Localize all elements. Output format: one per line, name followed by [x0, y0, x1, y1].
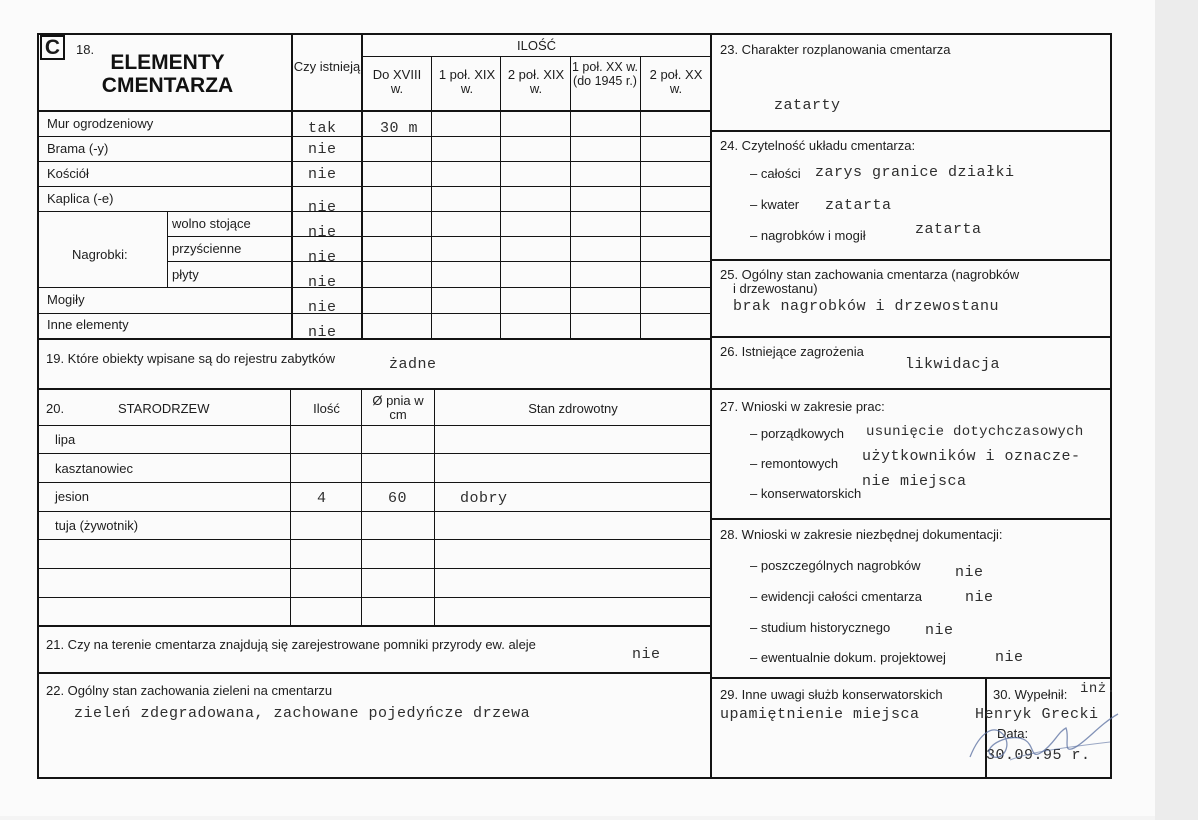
row-label: Kościół	[47, 166, 89, 181]
section-letter-box: C	[40, 35, 65, 60]
tree-count: 4	[317, 490, 327, 507]
group-label-nagrobki: Nagrobki:	[72, 247, 128, 262]
section-27-item-label: – remontowych	[750, 456, 839, 471]
section-27-label: 27. Wnioski w zakresie prac:	[720, 399, 885, 414]
section-19-label: 19. Które obiekty wpisane są do rejestru zabytków	[46, 351, 336, 366]
section-20-number: 20.	[46, 401, 65, 416]
row-label: płyty	[172, 267, 199, 282]
section-29-value: upamiętnienie miejsca	[720, 706, 920, 723]
tree-diameter: 60	[388, 490, 408, 507]
tree-health: dobry	[460, 490, 508, 507]
row-label: Mur ogrodzeniowy	[47, 116, 154, 131]
section-24-item-label: – całości	[750, 166, 801, 181]
section-24-item-label: – kwater	[750, 197, 800, 212]
section-29-label: 29. Inne uwagi służb konserwatorskich	[720, 687, 943, 702]
exists-value: nie	[308, 249, 337, 266]
section-24-label: 24. Czytelność układu cmentarza:	[720, 138, 916, 153]
section-19-value: żadne	[389, 356, 437, 373]
date-value: 30.09.95 r.	[986, 747, 1091, 764]
section-27-value-line: usunięcie dotychczasowych	[866, 424, 1084, 440]
section-28-item-value: nie	[995, 649, 1024, 666]
col-header-period-3: 2 poł. XIX w.	[507, 67, 565, 96]
row-label: przyścienne	[172, 241, 242, 256]
section-26-label: 26. Istniejące zagrożenia	[720, 344, 864, 359]
section-28-item-label: – ewidencji całości cmentarza	[750, 589, 922, 604]
tree-name: jesion	[55, 489, 89, 504]
section-23-label: 23. Charakter rozplanowania cmentarza	[720, 42, 951, 57]
section-30-label: 30. Wypełnił:	[993, 687, 1068, 702]
section-28-item-value: nie	[925, 622, 954, 639]
section-27-item-label: – konserwatorskich	[750, 486, 862, 501]
section-20-title: STARODRZEW	[118, 401, 210, 416]
row-label: Inne elementy	[47, 317, 129, 332]
col-header-period-4: 1 poł. XX w. (do 1945 r.)	[572, 60, 639, 88]
tree-name: lipa	[55, 432, 76, 447]
row-label: Kaplica (-e)	[47, 191, 114, 206]
quantity-value: 30 m	[380, 120, 419, 137]
exists-value: nie	[308, 199, 337, 216]
section-28-item-label: – ewentualnie dokum. projektowej	[750, 650, 946, 665]
exists-value: tak	[308, 120, 337, 137]
tree-name: kasztanowiec	[55, 461, 134, 476]
row-label: wolno stojące	[172, 216, 251, 231]
section-24-item-label: – nagrobków i mogił	[750, 228, 866, 243]
section-24-item-value: zatarta	[825, 197, 892, 214]
section-22-label: 22. Ogólny stan zachowania zieleni na cmentarzu	[46, 683, 333, 698]
tree-name: tuja (żywotnik)	[55, 518, 139, 533]
col-header-diameter: Ø pnia w cm	[372, 393, 424, 422]
col-header-quantity: ILOŚĆ	[516, 38, 556, 53]
section-28-item-value: nie	[965, 589, 994, 606]
section-18-number: 18.	[76, 42, 95, 57]
exists-value: nie	[308, 324, 337, 341]
section-28-label: 28. Wnioski w zakresie niezbędnej dokumentacji:	[720, 527, 1003, 542]
section-25-value: brak nagrobków i drzewostanu	[733, 298, 1000, 315]
exists-value: nie	[308, 166, 337, 183]
date-label: Data:	[997, 726, 1029, 741]
row-label: Mogiły	[47, 292, 85, 307]
section-18-title: ELEMENTY CMENTARZA	[101, 51, 234, 97]
section-25-label: 25. Ogólny stan zachowania cmentarza (nagrobków	[720, 267, 1020, 282]
col-header-health: Stan zdrowotny	[528, 401, 618, 416]
exists-value: nie	[308, 299, 337, 316]
section-22-value: zieleń zdegradowana, zachowane pojedyńcze drzewa	[74, 705, 531, 722]
section-28-item-label: – poszczególnych nagrobków	[750, 558, 921, 573]
section-28-item-value: nie	[955, 564, 984, 581]
section-27-item-label: – porządkowych	[750, 426, 844, 441]
section-26-value: likwidacja	[905, 356, 1001, 373]
section-27-value-line: użytkowników i oznacze-	[862, 448, 1081, 465]
section-28-item-label: – studium historycznego	[750, 620, 891, 635]
col-header-period-2: 1 poł. XIX w.	[438, 67, 496, 96]
row-label: Brama (-y)	[47, 141, 109, 156]
section-23-value: zatarty	[774, 97, 841, 114]
col-header-period-5: 2 poł. XX w.	[649, 67, 703, 96]
section-24-item-value: zatarta	[915, 221, 982, 238]
section-27-value-line: nie miejsca	[862, 473, 967, 490]
paper-edge	[1155, 0, 1198, 820]
signature-mark	[950, 702, 1130, 774]
col-header-exists: Czy istnieją	[293, 59, 361, 74]
section-21-label: 21. Czy na terenie cmentarza znajdują się zarejestrowane pomniki przyrody ew. aleje	[46, 637, 536, 652]
section-21-value: nie	[632, 646, 661, 663]
exists-value: nie	[308, 274, 337, 291]
filled-by-name: Henryk Grecki	[975, 706, 1099, 723]
filled-by-title: inż.	[1080, 681, 1116, 697]
section-24-item-value: zarys granice działki	[815, 164, 1015, 181]
exists-value: nie	[308, 141, 337, 158]
exists-value: nie	[308, 224, 337, 241]
section-25-label-cont: i drzewostanu)	[733, 281, 818, 296]
col-header-count: Ilość	[313, 401, 340, 416]
col-header-period-1: Do XVIII w.	[372, 67, 422, 96]
